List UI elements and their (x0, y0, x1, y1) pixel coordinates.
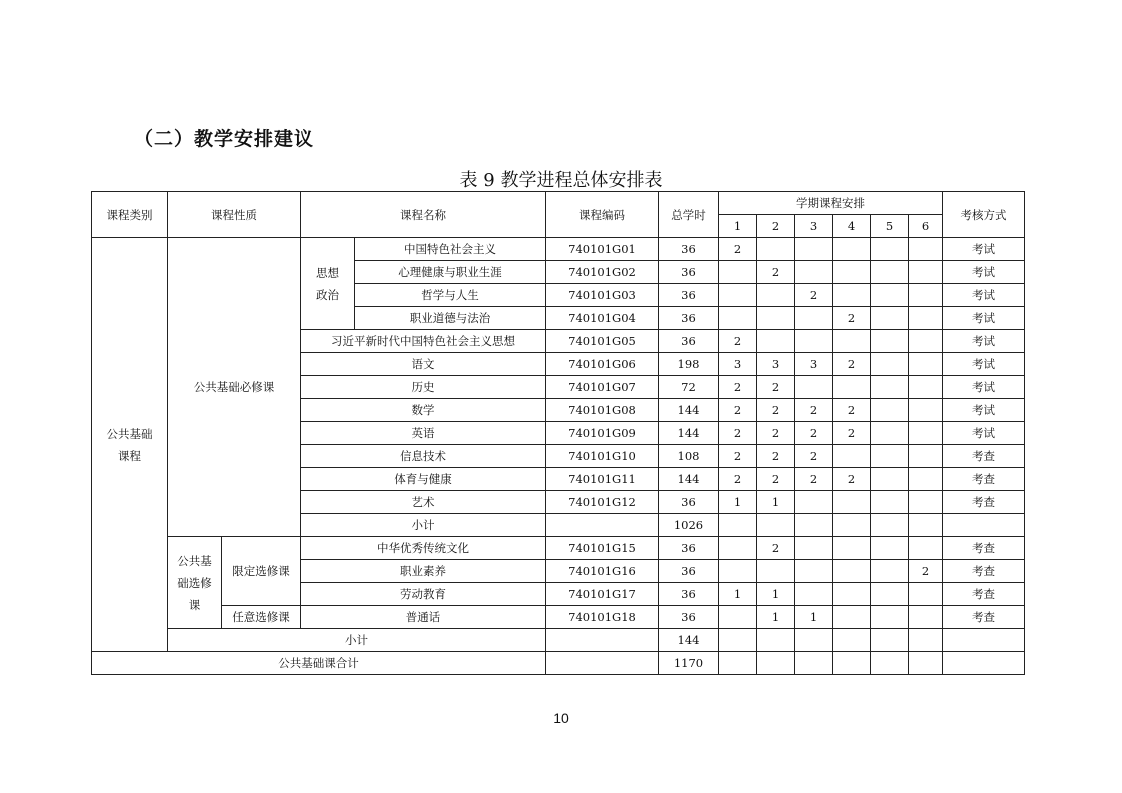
semester-hours: 2 (833, 353, 871, 376)
course-hours: 36 (659, 284, 719, 307)
header-semester: 3 (795, 215, 833, 238)
section-heading: （二）教学安排建议 (134, 128, 315, 150)
course-code (546, 514, 659, 537)
semester-hours (909, 468, 943, 491)
course-name: 数学 (301, 399, 546, 422)
semester-hours (833, 560, 871, 583)
course-code: 740101G16 (546, 560, 659, 583)
semester-hours (871, 353, 909, 376)
semester-hours (909, 491, 943, 514)
semester-hours (795, 376, 833, 399)
course-name: 中华优秀传统文化 (301, 537, 546, 560)
semester-hours (757, 238, 795, 261)
course-name: 语文 (301, 353, 546, 376)
ideology-group-cell: 思想 政治 (301, 238, 355, 330)
semester-hours: 3 (757, 353, 795, 376)
semester-hours: 2 (909, 560, 943, 583)
course-code: 740101G04 (546, 307, 659, 330)
course-code: 740101G03 (546, 284, 659, 307)
semester-hours (719, 307, 757, 330)
course-hours: 1170 (659, 652, 719, 675)
course-code: 740101G09 (546, 422, 659, 445)
semester-hours (909, 399, 943, 422)
header-hours: 总学时 (659, 192, 719, 238)
semester-hours: 2 (719, 445, 757, 468)
assessment-method: 考查 (943, 537, 1025, 560)
table-row (92, 652, 1025, 675)
semester-hours (909, 376, 943, 399)
semester-hours (871, 238, 909, 261)
semester-hours (795, 307, 833, 330)
semester-hours: 2 (833, 399, 871, 422)
semester-hours (871, 307, 909, 330)
assessment-method (943, 629, 1025, 652)
header-semester: 6 (909, 215, 943, 238)
course-name: 职业道德与法治 (355, 307, 546, 330)
header-semester: 2 (757, 215, 795, 238)
elective-nature-cell: 公共基 础选修 课 (168, 537, 222, 629)
semester-hours: 1 (719, 583, 757, 606)
semester-hours (719, 261, 757, 284)
course-hours: 36 (659, 491, 719, 514)
assessment-method: 考试 (943, 238, 1025, 261)
semester-hours (871, 491, 909, 514)
semester-hours (871, 514, 909, 537)
course-name: 历史 (301, 376, 546, 399)
header-row (92, 192, 1025, 215)
semester-hours (719, 629, 757, 652)
course-code: 740101G10 (546, 445, 659, 468)
semester-hours (871, 330, 909, 353)
assessment-method: 考查 (943, 468, 1025, 491)
course-code: 740101G08 (546, 399, 659, 422)
course-hours: 36 (659, 238, 719, 261)
semester-hours (909, 652, 943, 675)
required-nature-cell: 公共基础必修课 (168, 238, 301, 537)
semester-hours (757, 307, 795, 330)
semester-hours: 2 (719, 422, 757, 445)
course-hours: 144 (659, 468, 719, 491)
semester-hours: 2 (719, 238, 757, 261)
course-name: 劳动教育 (301, 583, 546, 606)
table-row (92, 629, 1025, 652)
course-hours: 144 (659, 399, 719, 422)
semester-hours (909, 307, 943, 330)
semester-hours (833, 330, 871, 353)
semester-hours (719, 652, 757, 675)
semester-hours (871, 468, 909, 491)
semester-hours (871, 606, 909, 629)
course-hours: 1026 (659, 514, 719, 537)
header-nature: 课程性质 (168, 192, 301, 238)
semester-hours (909, 537, 943, 560)
semester-hours (757, 514, 795, 537)
course-code: 740101G15 (546, 537, 659, 560)
semester-hours: 3 (795, 353, 833, 376)
semester-hours (757, 284, 795, 307)
subtotal-label: 小计 (168, 629, 546, 652)
course-code (546, 629, 659, 652)
semester-hours (719, 537, 757, 560)
table-row (92, 238, 1025, 261)
course-name: 职业素养 (301, 560, 546, 583)
page-number: 10 (553, 710, 569, 726)
semester-hours (871, 376, 909, 399)
course-name: 体育与健康 (301, 468, 546, 491)
semester-hours (795, 514, 833, 537)
semester-hours (757, 652, 795, 675)
semester-hours: 2 (833, 307, 871, 330)
semester-hours (871, 261, 909, 284)
semester-hours: 2 (833, 422, 871, 445)
course-code: 740101G12 (546, 491, 659, 514)
assessment-method: 考试 (943, 353, 1025, 376)
semester-hours: 1 (757, 491, 795, 514)
semester-hours: 1 (719, 491, 757, 514)
semester-hours (795, 261, 833, 284)
table-row (92, 537, 1025, 560)
assessment-method: 考试 (943, 261, 1025, 284)
course-name: 艺术 (301, 491, 546, 514)
schedule-table (91, 191, 1025, 675)
semester-hours (871, 629, 909, 652)
semester-hours (833, 514, 871, 537)
table-row (92, 606, 1025, 629)
semester-hours: 2 (833, 468, 871, 491)
course-name: 小计 (301, 514, 546, 537)
semester-hours (795, 583, 833, 606)
course-name: 哲学与人生 (355, 284, 546, 307)
semester-hours (833, 445, 871, 468)
semester-hours: 2 (719, 330, 757, 353)
semester-hours (871, 284, 909, 307)
semester-hours (909, 445, 943, 468)
semester-hours (795, 238, 833, 261)
header-code: 课程编码 (546, 192, 659, 238)
course-name: 信息技术 (301, 445, 546, 468)
assessment-method: 考查 (943, 583, 1025, 606)
semester-hours: 2 (757, 445, 795, 468)
semester-hours (757, 330, 795, 353)
semester-hours: 2 (757, 399, 795, 422)
semester-hours (833, 261, 871, 284)
assessment-method: 考查 (943, 491, 1025, 514)
course-name: 心理健康与职业生涯 (355, 261, 546, 284)
semester-hours (909, 583, 943, 606)
semester-hours: 1 (795, 606, 833, 629)
semester-hours: 2 (757, 422, 795, 445)
semester-hours: 1 (757, 606, 795, 629)
assessment-method: 考查 (943, 445, 1025, 468)
course-hours: 36 (659, 261, 719, 284)
semester-hours (833, 583, 871, 606)
course-code: 740101G11 (546, 468, 659, 491)
course-hours: 36 (659, 537, 719, 560)
course-name: 英语 (301, 422, 546, 445)
semester-hours (909, 238, 943, 261)
total-label: 公共基础课合计 (92, 652, 546, 675)
assessment-method: 考试 (943, 284, 1025, 307)
semester-hours (871, 652, 909, 675)
course-code: 740101G07 (546, 376, 659, 399)
semester-hours (871, 560, 909, 583)
semester-hours (833, 652, 871, 675)
semester-hours (795, 652, 833, 675)
assessment-method: 考试 (943, 376, 1025, 399)
course-hours: 36 (659, 560, 719, 583)
assessment-method (943, 652, 1025, 675)
course-code (546, 652, 659, 675)
assessment-method: 考试 (943, 422, 1025, 445)
semester-hours: 2 (795, 445, 833, 468)
semester-hours (719, 606, 757, 629)
course-name: 普通话 (301, 606, 546, 629)
course-name: 中国特色社会主义 (355, 238, 546, 261)
semester-hours: 2 (719, 376, 757, 399)
course-name: 习近平新时代中国特色社会主义思想 (301, 330, 546, 353)
header-semester-group: 学期课程安排 (719, 192, 943, 215)
semester-hours (871, 537, 909, 560)
semester-hours (909, 514, 943, 537)
course-hours: 72 (659, 376, 719, 399)
course-code: 740101G02 (546, 261, 659, 284)
semester-hours (871, 445, 909, 468)
semester-hours (833, 284, 871, 307)
course-code: 740101G06 (546, 353, 659, 376)
course-hours: 36 (659, 330, 719, 353)
semester-hours (795, 537, 833, 560)
semester-hours (833, 629, 871, 652)
assessment-method: 考查 (943, 560, 1025, 583)
optional-elective-cell: 任意选修课 (222, 606, 301, 629)
semester-hours (833, 491, 871, 514)
semester-hours: 2 (719, 468, 757, 491)
semester-hours (871, 422, 909, 445)
course-hours: 36 (659, 307, 719, 330)
assessment-method (943, 514, 1025, 537)
header-semester: 1 (719, 215, 757, 238)
assessment-method: 考试 (943, 330, 1025, 353)
semester-hours (909, 629, 943, 652)
semester-hours (719, 284, 757, 307)
course-code: 740101G18 (546, 606, 659, 629)
course-hours: 108 (659, 445, 719, 468)
course-hours: 144 (659, 629, 719, 652)
semester-hours (719, 514, 757, 537)
semester-hours (833, 238, 871, 261)
semester-hours: 1 (757, 583, 795, 606)
semester-hours: 2 (757, 468, 795, 491)
semester-hours (795, 330, 833, 353)
header-semester: 4 (833, 215, 871, 238)
header-assessment: 考核方式 (943, 192, 1025, 238)
semester-hours: 2 (757, 376, 795, 399)
semester-hours (795, 629, 833, 652)
header-semester: 5 (871, 215, 909, 238)
semester-hours: 2 (795, 284, 833, 307)
assessment-method: 考查 (943, 606, 1025, 629)
semester-hours (833, 376, 871, 399)
assessment-method: 考试 (943, 399, 1025, 422)
semester-hours (833, 537, 871, 560)
semester-hours (909, 330, 943, 353)
semester-hours (757, 629, 795, 652)
table-caption: 表 9 教学进程总体安排表 (459, 170, 663, 191)
semester-hours: 2 (795, 468, 833, 491)
course-hours: 198 (659, 353, 719, 376)
semester-hours: 2 (719, 399, 757, 422)
limited-elective-cell: 限定选修课 (222, 537, 301, 606)
semester-hours (757, 560, 795, 583)
semester-hours (909, 261, 943, 284)
semester-hours: 2 (757, 537, 795, 560)
semester-hours (909, 353, 943, 376)
course-code: 740101G01 (546, 238, 659, 261)
semester-hours: 2 (757, 261, 795, 284)
category-cell: 公共基础 课程 (92, 238, 168, 652)
header-category: 课程类别 (92, 192, 168, 238)
semester-hours (719, 560, 757, 583)
assessment-method: 考试 (943, 307, 1025, 330)
course-hours: 36 (659, 606, 719, 629)
header-name: 课程名称 (301, 192, 546, 238)
semester-hours (909, 284, 943, 307)
course-hours: 36 (659, 583, 719, 606)
semester-hours (795, 491, 833, 514)
semester-hours (871, 583, 909, 606)
semester-hours (909, 606, 943, 629)
semester-hours (871, 399, 909, 422)
semester-hours (833, 606, 871, 629)
semester-hours: 2 (795, 399, 833, 422)
course-hours: 144 (659, 422, 719, 445)
semester-hours (795, 560, 833, 583)
semester-hours: 3 (719, 353, 757, 376)
semester-hours (909, 422, 943, 445)
course-code: 740101G05 (546, 330, 659, 353)
semester-hours: 2 (795, 422, 833, 445)
course-code: 740101G17 (546, 583, 659, 606)
